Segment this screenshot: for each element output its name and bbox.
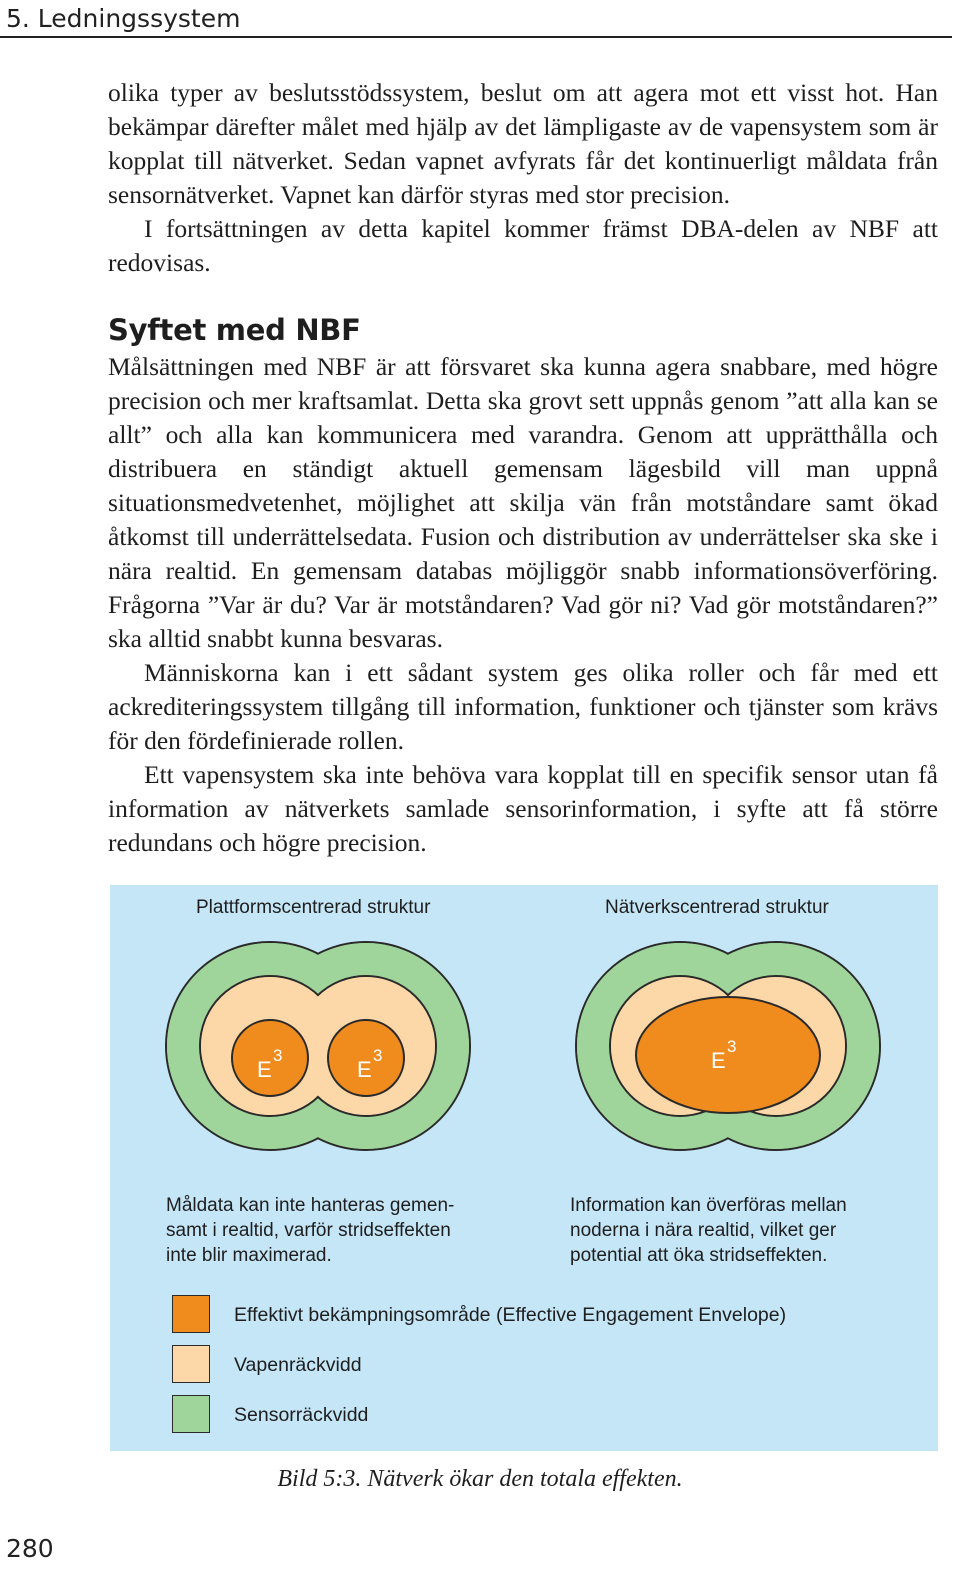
right-caption-line: potential att öka stridseffekten. <box>570 1245 828 1266</box>
legend-label-engagement: Effektivt bekämpningsområde (Effective Engagement Envelope) <box>234 1304 787 1326</box>
figure-structure-comparison <box>110 885 938 1451</box>
section-paragraph: Målsättningen med NBF är att försvaret ska kunna agera snabbare, med högre precision och mer kraftsamlat. Detta ska grovt sett uppnås genom ”att alla kan se allt” och alla kan kommunicera med varandra. Genom att upprätthålla och distribuera en ständigt aktuell gemensam lägesbild vill man uppnå situationsmedvetenhet, möjlighet att skilja vän från motståndare samt ökad åtkomst till underrättelsedata. Fusion och distribution av underrättelser ska ske i nära realtid. En gemensam databas möjliggör snabb informationsöverföring. Frågorna ”Var är du? Var är motståndaren? Vad gör ni? Vad gör motståndaren?” ska alltid snabbt kunna besvaras. <box>108 352 938 653</box>
legend-swatch-weapon-range <box>172 1345 210 1383</box>
left-diagram-caption <box>166 1193 506 1268</box>
legend-swatch-engagement <box>172 1295 210 1333</box>
e3-label-left-2: E <box>357 1057 372 1082</box>
e3-sup-left-1: 3 <box>273 1046 283 1065</box>
right-caption-line: noderna i nära realtid, vilket ger <box>570 1220 837 1241</box>
section-paragraph: Ett vapensystem ska inte behöva vara kopplat till en specifik sensor utan få information av nätverkets samlade sensorinformation, i syfte att få större redundans och högre precision. <box>108 760 938 857</box>
section-syftet <box>108 310 938 860</box>
e3-sup-left-2: 3 <box>373 1046 383 1065</box>
right-caption-line: Information kan överföras mellan <box>570 1195 847 1216</box>
network-centric-diagram <box>576 942 880 1150</box>
left-caption-line: samt i realtid, varför stridseffekten <box>166 1220 451 1241</box>
e3-sup-right: 3 <box>727 1037 737 1056</box>
legend-swatch-sensor-range <box>172 1395 210 1433</box>
section-heading: Syftet med NBF <box>108 313 361 347</box>
right-diagram-title: Nätverkscentrerad struktur <box>605 897 829 918</box>
chapter-header: 5. Ledningssystem <box>6 4 241 33</box>
left-diagram-title: Plattformscentrerad struktur <box>196 897 431 918</box>
left-caption-line: inte blir maximerad. <box>166 1245 332 1266</box>
e3-label-right: E <box>711 1048 726 1073</box>
platform-centric-diagram <box>166 942 470 1150</box>
left-caption-line: Måldata kan inte hanteras gemen- <box>166 1195 455 1216</box>
e3-label-left-1: E <box>257 1057 272 1082</box>
intro-paragraph: olika typer av beslutsstödssystem, beslut om att agera mot ett visst hot. Han bekämpar därefter målet med hjälp av det lämpligaste av de vapensystem som är kopplat till nätverket. Sedan vapnet avfyrats får det kontinuerligt måldata från sensornätverket. Vapnet kan därför styras med stor precision. <box>108 78 938 209</box>
header-rule <box>0 36 952 38</box>
page-number: 280 <box>6 1534 54 1563</box>
intro-paragraph: I fortsättningen av detta kapitel kommer främst DBA-delen av NBF att redovisas. <box>108 214 938 277</box>
right-diagram-caption <box>570 1193 900 1268</box>
section-paragraph: Människorna kan i ett sådant system ges olika roller och får med ett ackrediteringssystem tillgång till information, funktioner och tjänster som krävs för den fördefinierade rollen. <box>108 658 938 755</box>
legend-label-sensor-range: Sensorräckvidd <box>234 1404 369 1426</box>
intro-text <box>108 76 938 280</box>
figure-caption: Bild 5:3. Nätverk ökar den totala effekten. <box>277 1466 683 1492</box>
legend-label-weapon-range: Vapenräckvidd <box>234 1354 362 1376</box>
